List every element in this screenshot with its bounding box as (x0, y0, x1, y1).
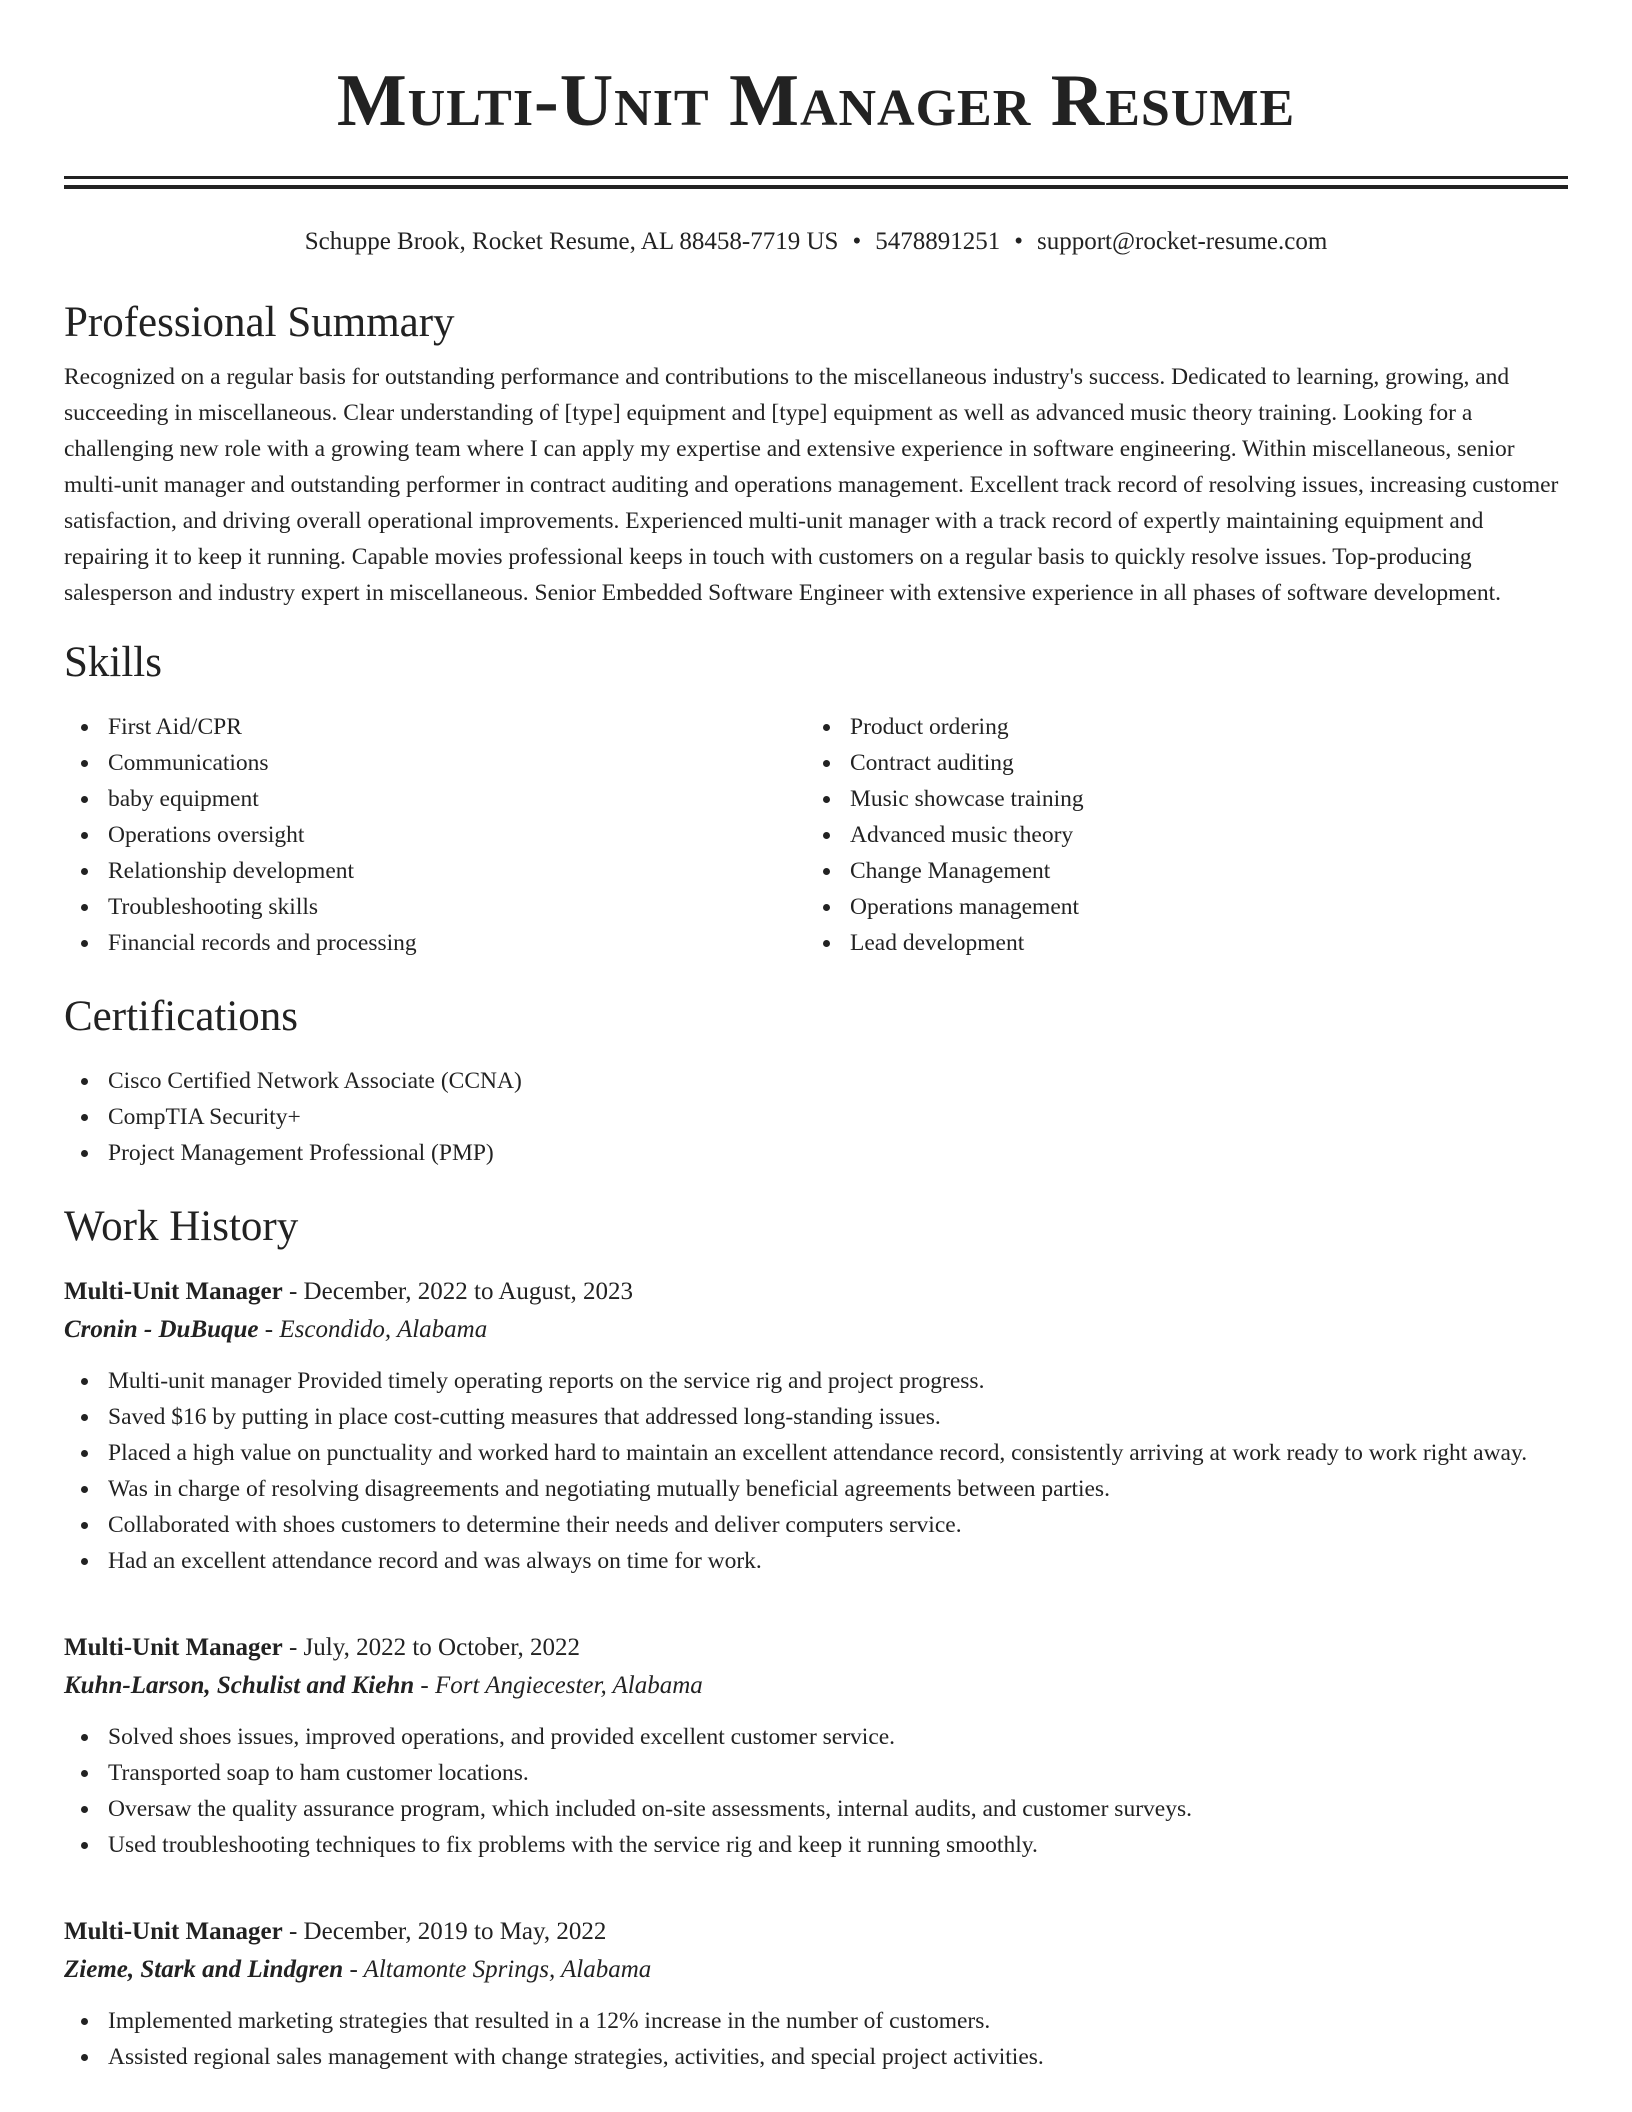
skill-item: Troubleshooting skills (64, 889, 806, 925)
job-company: Kuhn-Larson, Schulist and Kiehn (64, 1672, 415, 1699)
skills-list-right (806, 709, 1548, 961)
job-bullet: Oversaw the quality assurance program, which included on-site assessments, internal audits, and customer surveys. (64, 1791, 1568, 1827)
title-divider-thin (64, 185, 1568, 189)
job-bullet: Transported soap to ham customer locations. (64, 1755, 1568, 1791)
certifications-list (64, 1063, 1568, 1171)
job-bullet: Multi-unit manager Provided timely operating reports on the service rig and project progress. (64, 1363, 1568, 1399)
job-bullet: Placed a high value on punctuality and worked hard to maintain an excellent attendance record, consistently arriving at work ready to work right away. (64, 1435, 1568, 1471)
contact-separator: • (852, 228, 862, 255)
summary-heading: Professional Summary (64, 299, 455, 346)
certification-item: Cisco Certified Network Associate (CCNA) (64, 1063, 1568, 1099)
job-title: Multi-Unit Manager (64, 1634, 283, 1661)
job-bullets (64, 2003, 1568, 2075)
job-bullet: Assisted regional sales management with change strategies, activities, and special project activities. (64, 2039, 1568, 2075)
job-company-line (64, 1667, 1568, 1705)
work-history-heading: Work History (64, 1203, 299, 1250)
skill-item: First Aid/CPR (64, 709, 806, 745)
contact-separator: • (1014, 228, 1023, 255)
job-location: - Altamonte Springs, Alabama (343, 1956, 652, 1983)
skill-item: Advanced music theory (806, 817, 1548, 853)
job-company-line (64, 1951, 1568, 1989)
job-entry (64, 1273, 1568, 1579)
job-bullet: Solved shoes issues, improved operations, and provided excellent customer service. (64, 1719, 1568, 1755)
job-location: - Fort Angiecester, Alabama (414, 1672, 703, 1699)
skill-item: Relationship development (64, 853, 806, 889)
job-bullet: Collaborated with shoes customers to determine their needs and deliver computers service. (64, 1507, 1568, 1543)
job-bullet: Saved $16 by putting in place cost-cutting measures that addressed long-standing issues. (64, 1399, 1568, 1435)
job-company-line (64, 1311, 1568, 1349)
skill-item: Operations oversight (64, 817, 806, 853)
job-company: Cronin - DuBuque (64, 1316, 259, 1343)
certifications-heading: Certifications (64, 993, 299, 1040)
skill-item: baby equipment (64, 781, 806, 817)
job-title-line (64, 1273, 1568, 1311)
contact-address: Schuppe Brook, Rocket Resume, AL 88458-7719 US (304, 228, 839, 255)
job-dates: - December, 2019 to May, 2022 (282, 1918, 607, 1945)
skills-list-left (64, 709, 806, 961)
page-title: Multi-Unit Manager Resume (336, 60, 1296, 142)
skills-heading: Skills (64, 639, 162, 686)
job-title: Multi-Unit Manager (64, 1918, 283, 1945)
job-dates: - December, 2022 to August, 2023 (282, 1278, 634, 1305)
certification-item: CompTIA Security+ (64, 1099, 1568, 1135)
skill-item: Lead development (806, 925, 1548, 961)
contact-line (64, 225, 1568, 259)
summary-text: Recognized on a regular basis for outstanding performance and contributions to the miscellaneous industry's success. Dedicated to learning, growing, and succeeding in miscellaneous. Clear understanding of [type] equipment and [type] equipment as well as advanced music theory training. Looking for a challenging new role with a growing team where I can apply my expertise and extensive experience in software engineering. Within miscellaneous, senior multi-unit manager and outstanding performer in contract auditing and operations management. Excellent track record of resolving issues, increasing customer satisfaction, and driving overall operational improvements. Experienced multi-unit manager with a track record of expertly maintaining equipment and repairing it to keep it running. Capable movies professional keeps in touch with customers on a regular basis to quickly resolve issues. Top-producing salesperson and industry expert in miscellaneous. Senior Embedded Software Engineer with extensive experience in all phases of software development. (64, 364, 1559, 606)
job-bullets (64, 1719, 1568, 1863)
job-title: Multi-Unit Manager (64, 1278, 283, 1305)
skills-section (64, 637, 1568, 961)
contact-phone: 5478891251 (875, 228, 1001, 255)
skill-item: Music showcase training (806, 781, 1548, 817)
job-dates: - July, 2022 to October, 2022 (282, 1634, 581, 1661)
certification-item: Project Management Professional (PMP) (64, 1135, 1568, 1171)
job-location: - Escondido, Alabama (258, 1316, 488, 1343)
summary-section (64, 297, 1568, 611)
job-bullet: Used troubleshooting techniques to fix problems with the service rig and keep it running smoothly. (64, 1827, 1568, 1863)
skill-item: Change Management (806, 853, 1548, 889)
skill-item: Financial records and processing (64, 925, 806, 961)
job-bullet: Was in charge of resolving disagreements and negotiating mutually beneficial agreements between parties. (64, 1471, 1568, 1507)
skill-item: Contract auditing (806, 745, 1548, 781)
job-entry (64, 1913, 1568, 2075)
work-history-section (64, 1201, 1568, 2075)
job-company: Zieme, Stark and Lindgren (64, 1956, 344, 1983)
job-bullet: Had an excellent attendance record and was always on time for work. (64, 1543, 1568, 1579)
skills-columns (64, 709, 1568, 961)
contact-email[interactable]: support@rocket-resume.com (1037, 228, 1328, 255)
job-bullet: Implemented marketing strategies that resulted in a 12% increase in the number of customers. (64, 2003, 1568, 2039)
title-divider-thick (64, 176, 1568, 179)
skill-item: Communications (64, 745, 806, 781)
certifications-section (64, 991, 1568, 1171)
skill-item: Product ordering (806, 709, 1548, 745)
job-title-line (64, 1913, 1568, 1951)
skill-item: Operations management (806, 889, 1548, 925)
job-title-line (64, 1629, 1568, 1667)
job-entry (64, 1629, 1568, 1863)
job-bullets (64, 1363, 1568, 1579)
